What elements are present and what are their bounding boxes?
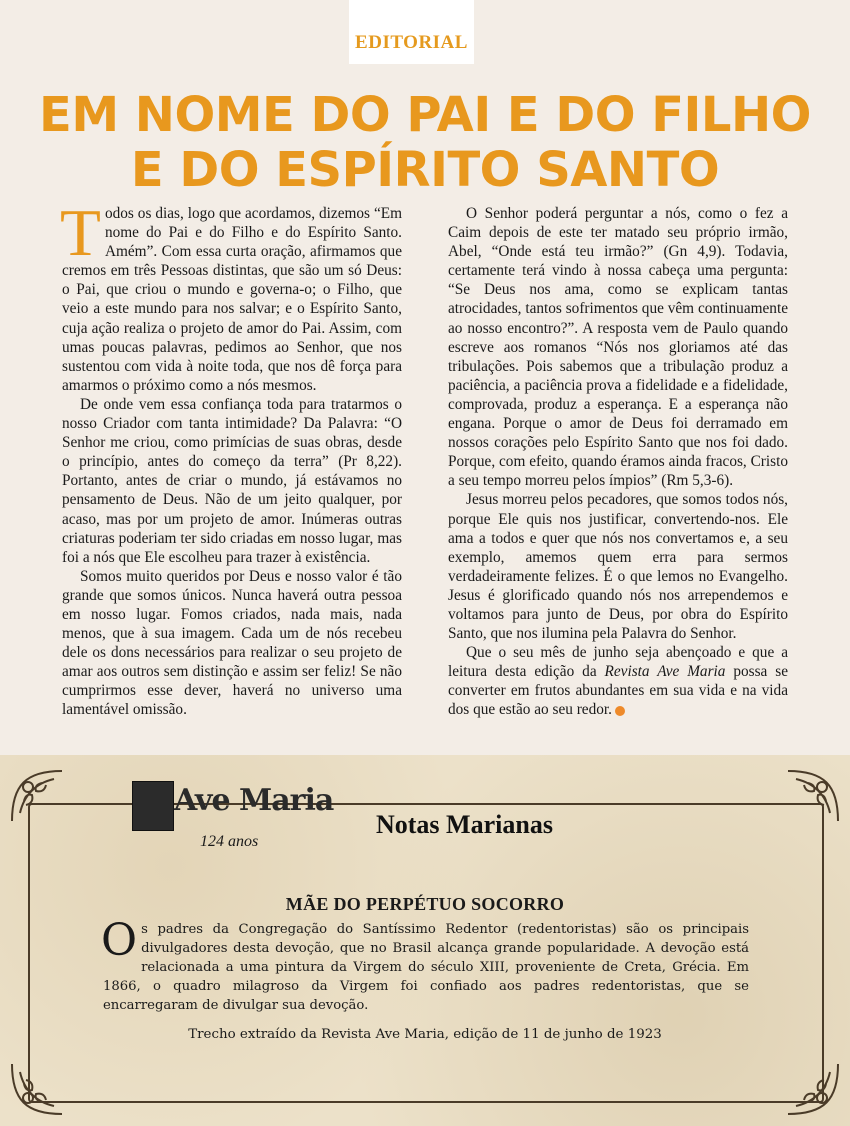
note-body: [101, 915, 749, 1015]
note-drop-cap: O: [101, 915, 138, 966]
note-text: s padres da Congregação do Santíssimo Redentor (redentoristas) são os principais divulgadores desta devoção, que no Brasil alcança grande popularidade. A devoção está relacionada a uma pintura da Virgem do século XIII, proveniente de Creta, Grécia. Em 1866, o quadro milagroso da Virgem foi confiado aos padres redentoristas, que se encarregaram de divulgar sua devoção.: [103, 922, 749, 1013]
editorial-left-column: [60, 196, 402, 720]
note-source: Trecho extraído da Revista Ave Maria, edição de 11 de junho de 1923: [188, 1027, 662, 1042]
drop-cap: T: [60, 196, 101, 270]
editorial-paragraph: [60, 196, 402, 395]
editorial-paragraph: Somos muito queridos por Deus e nosso valor é tão grande que somos únicos. Nunca haverá outra pessoa em nosso lugar. Fomos criados, nada mais, nada menos, que à sua imagem. Cada um de nós recebeu dele os dons necessários para realizar o seu projeto de amar aos outros sem distinção e assim ser feliz! Se não cumprirmos esse dever, haverá no universo uma lamentável omissão.: [62, 567, 402, 719]
logo-years: 124 anos: [200, 833, 259, 850]
end-mark-icon: [615, 706, 625, 716]
note-heading: MÃE DO PERPÉTUO SOCORRO: [285, 894, 565, 914]
editorial-paragraph: Jesus morreu pelos pecadores, que somos todos nós, porque Ele quis nos justificar, convertendo-nos. Ele ama a todos e quer que nós nos convertamos e, a seu exemplo, amemos quem erra para sermos verdadeiramente felizes. É o que lemos no Evangelho. Jesus é glorificado quando nós nos arrependemos e voltamos para junto de Deus, por obra do Espírito Santo, que nos ilumina pela Palavra do Senhor.: [448, 491, 788, 643]
editorial-paragraph: De onde vem essa confiança toda para tratarmos o nosso Criador com tanta intimidade? Da Palavra: “O Senhor me criou, como primícias de suas obras, desde o princípio, antes do começo da terra” (Pr 8,22). Portanto, antes de criar o mundo, já estávamos no pensamento de Deus. Não de um jeito qualquer, por acaso, mas por um projeto de amor. Inúmeras outras criaturas poderiam ter sido criadas em nosso lugar, mas foi a nós que Ele escolheu para trazer à existência.: [62, 395, 402, 566]
logo-text: Ave Maria: [174, 783, 334, 818]
paragraph-text: odos os dias, logo que acordamos, dizemos “Em nome do Pai e do Filho e do Espírito Santo. Amém”. Com essa curta oração, afirmamos que cremos em três Pessoas distintas, que são um só Deus: o Pai, que criou o mundo e governa-o; o Filho, que veio a este mundo para nos salvar; e o Espírito Santo, cuja ação realiza o projeto de amor do Pai. Assim, com umas poucas palavras, pedimos ao Senhor, que nos sustentou com vida à noite toda, que nos dê força para amarmos o próximo como a nós mesmos.: [62, 205, 402, 394]
flourish-corner-icon: [782, 765, 844, 827]
flourish-corner-icon: [6, 1058, 68, 1120]
section-tag: [349, 0, 474, 64]
notas-title: Notas Marianas: [376, 810, 553, 839]
closing-text: Que o seu mês de junho seja abençoado e que a leitura desta edição da: [448, 644, 788, 681]
editorial-paragraph: O Senhor poderá perguntar a nós, como o fez a Caim depois de este ter matado seu próprio irmão, Abel, “Onde está teu irmão?” (Gn 4,9). Todavia, certamente terá vindo à nossa cabeça uma pergunta: “Se Deus nos ama, como se explicam tantas atrocidades, tantos sofrimentos que vêm continuamente ao nosso encontro?”. A resposta vem de Paulo quando escreve aos romanos “Nós nos gloriamos até das tribulações. Pois sabemos que a tribulação produz a paciência, a paciência prova a fidelidade e a fidelidade, comprovada, produz a esperança. E a esperança não engana. Porque o amor de Deus foi derramado em nossos corações pelo Espírito Santo que nos foi dado. Porque, com efeito, quando éramos ainda fracos, Cristo a seu tempo morreu pelos ímpios” (Rm 5,3-6).: [448, 205, 788, 490]
headline: EM NOME DO PAI E DO FILHO E DO ESPÍRITO SANTO: [39, 87, 811, 198]
logo-illustration-icon: [132, 781, 174, 831]
notas-marianas-panel: [0, 755, 850, 1126]
editorial-closing-paragraph: [448, 643, 788, 719]
flourish-corner-icon: [6, 765, 68, 827]
closing-text-end: possa se converter em frutos abundantes em sua vida e na vida dos que estão ao seu redor.: [448, 663, 789, 719]
section-tag-label: EDITORIAL: [355, 32, 468, 53]
magazine-name: Revista Ave Maria: [604, 663, 726, 681]
flourish-corner-icon: [782, 1058, 844, 1120]
editorial-right-column: [448, 204, 788, 720]
